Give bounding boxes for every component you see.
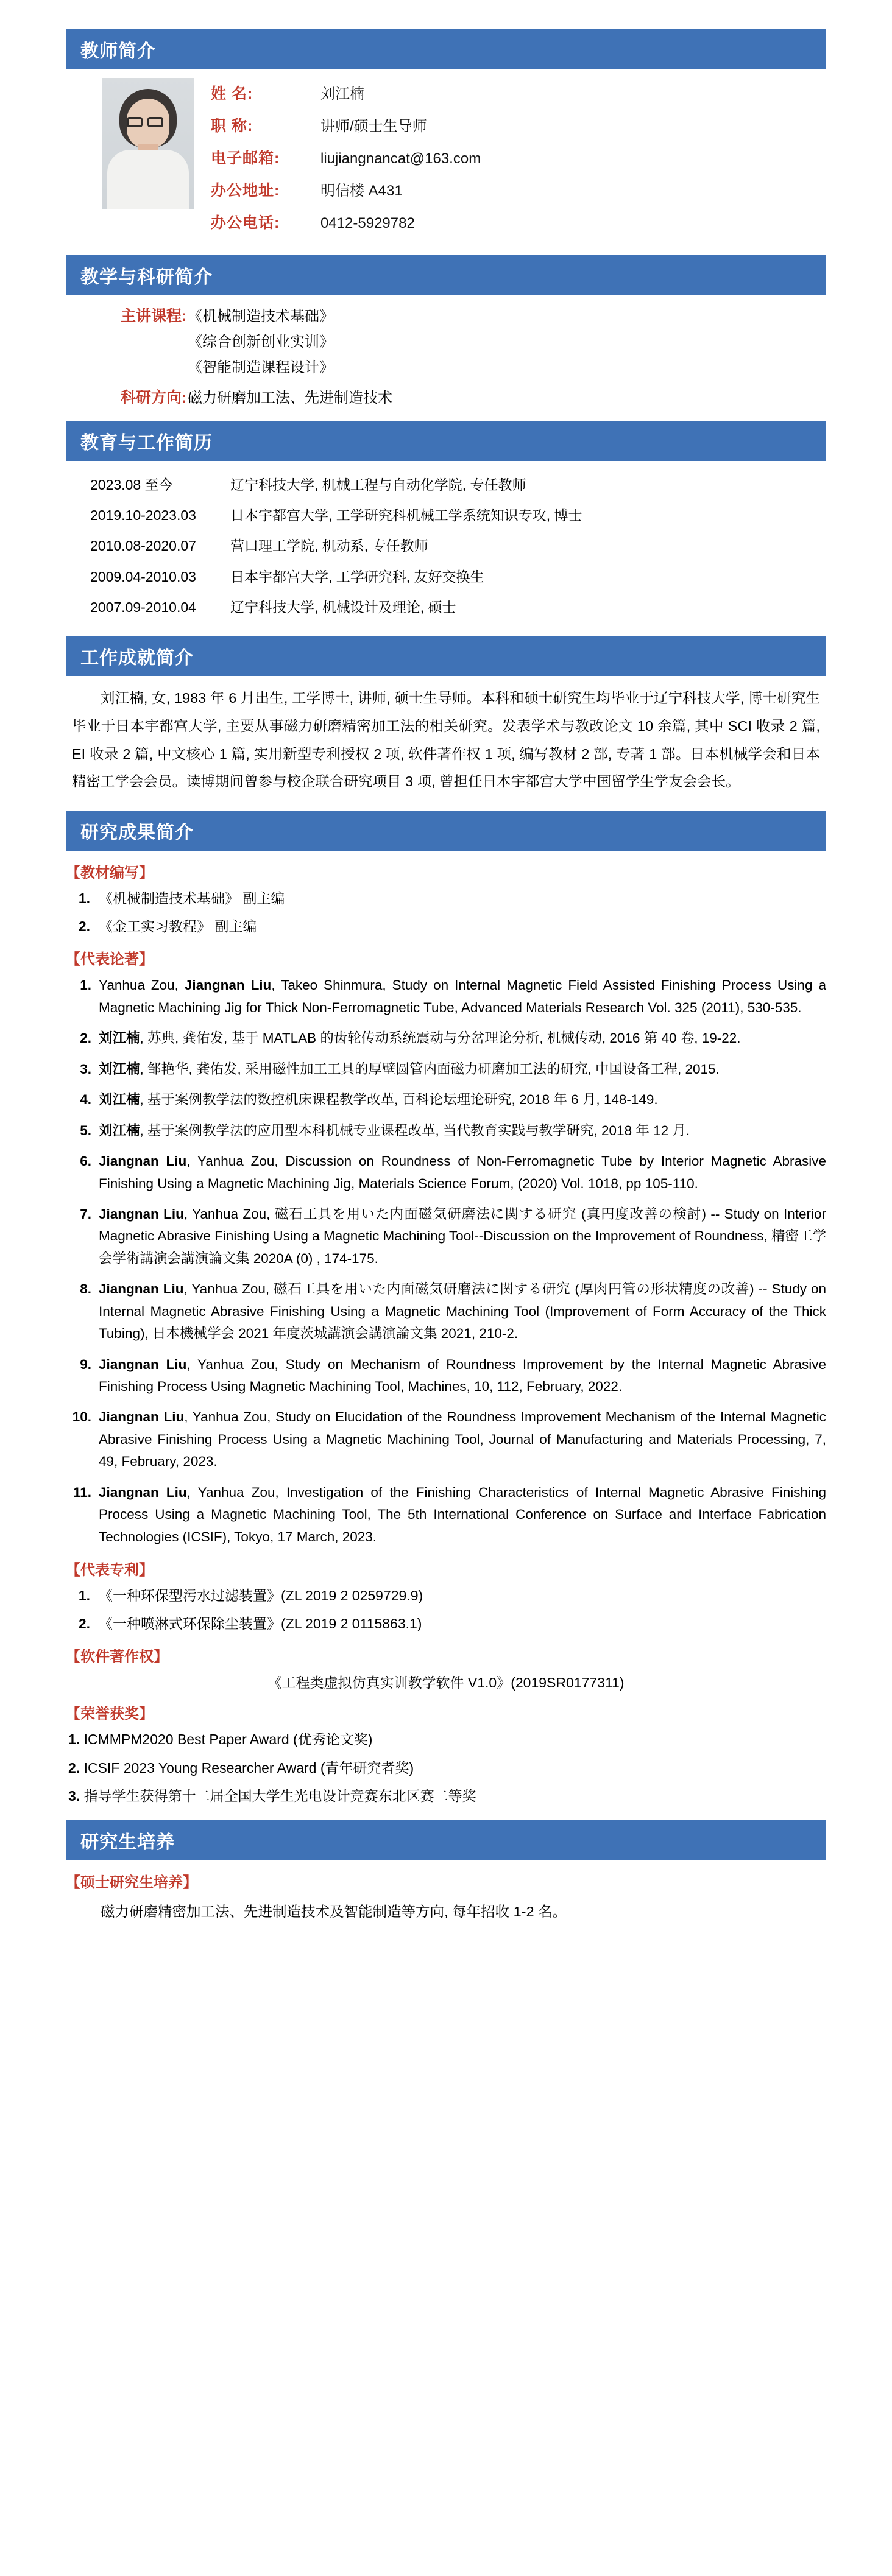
paper-number: 8. bbox=[80, 1281, 91, 1297]
honor-number: 3. bbox=[68, 1788, 80, 1804]
paper-item bbox=[66, 1120, 826, 1142]
paper-text: Jiangnan Liu, Yanhua Zou, Study on Elucidation of the Roundness Improvement Mechanism of the Internal Magnetic Abrasive Finishing Process Using a Magnetic Machining Tool, Journal of Manufacturing and Materials Processing, 7, 49, February, 2023. bbox=[99, 1409, 826, 1469]
education-text: 日本宇都宫大学, 工学研究科, 友好交换生 bbox=[230, 568, 484, 585]
patent-number: 1. bbox=[78, 1588, 90, 1604]
graduate-training-text: 磁力研磨精密加工法、先进制造技术及智能制造等方向, 每年招收 1-2 名。 bbox=[101, 1903, 567, 1920]
photo-glasses-left bbox=[127, 117, 143, 127]
paper-text: Jiangnan Liu, Yanhua Zou, Discussion on Roundness of Non-Ferromagnetic Tube by Interior Magnetic Abrasive Finishing Using a Magnetic Machining Jig, Materials Science Forum, (2020) Vol. 1018, pp 105-110. bbox=[99, 1153, 826, 1191]
profile-row-office bbox=[211, 178, 826, 200]
patent-text: 《一种喷淋式环保除尘装置》(ZL 2019 2 0115863.1) bbox=[99, 1615, 422, 1631]
research-direction-value: 磁力研磨加工法、先进制造技术 bbox=[188, 390, 392, 406]
textbook-list bbox=[66, 888, 826, 937]
education-row bbox=[66, 470, 826, 500]
profile-value-office: 明信楼 A431 bbox=[320, 183, 403, 199]
paper-text: Yanhua Zou, Jiangnan Liu, Takeo Shinmura, Study on Internal Magnetic Field Assisted Finishing Process Using a Magnetic Machining Jig for Thick Non-Ferromagnetic Tube, Advanced Materials Research Vol. 325 (2011), 530-535. bbox=[99, 977, 826, 1015]
profile-value-title: 讲师/硕士生导师 bbox=[320, 118, 427, 135]
section-header-profile: 教师简介 bbox=[66, 29, 826, 69]
paper-text: 刘江楠, 邹艳华, 龚佑发, 采用磁性加工工具的厚壁圆管内面磁力研磨加工法的研究, 中国设备工程, 2015. bbox=[99, 1061, 720, 1077]
education-row bbox=[66, 561, 826, 592]
paper-text: Jiangnan Liu, Yanhua Zou, Investigation of the Finishing Characteristics of Internal Magnetic Abrasive Finishing Process Using a Magnetic Machining Tool, The 5th International Conference on Surface and Interface Fabrication Technologies (ICSIF), Tokyo, 17 March, 2023. bbox=[99, 1484, 826, 1544]
profile-block bbox=[66, 78, 826, 243]
section-header-results: 研究成果简介 bbox=[66, 811, 826, 851]
profile-row-name bbox=[211, 82, 826, 104]
education-row bbox=[66, 592, 826, 622]
honor-item bbox=[68, 1758, 826, 1779]
education-date: 2009.04-2010.03 bbox=[90, 568, 196, 585]
textbook-item bbox=[66, 888, 826, 910]
subhead-honors: 【荣誉获奖】 bbox=[66, 1706, 154, 1723]
honor-text: ICSIF 2023 Young Researcher Award (青年研究者奖) bbox=[83, 1759, 414, 1776]
honor-text: 指导学生获得第十二届全国大学生光电设计竞赛东北区赛二等奖 bbox=[83, 1788, 476, 1804]
profile-value-email: liujiangnancat@163.com bbox=[320, 150, 481, 167]
subhead-papers: 【代表论著】 bbox=[66, 951, 154, 968]
paper-item bbox=[66, 974, 826, 1019]
paper-number: 9. bbox=[80, 1356, 91, 1372]
research-direction-label: 科研方向: bbox=[121, 389, 187, 406]
patent-item bbox=[66, 1613, 826, 1635]
achievement-paragraph: 刘江楠, 女, 1983 年 6 月出生, 工学博士, 讲师, 硕士生导师。本科和硕士研究生均毕业于辽宁科技大学, 博士研究生毕业于日本宇都宫大学, 主要从事磁力研磨精密加工法的相关研究。发表学术与教改论文 10 余篇, 其中 SCI 收录 2 篇, EI 收录 2 篇, 中文核心 1 篇, 实用新型专利授权 2 项, 软件著作权 1 项, 编写教材 2 部, 专著 1 部。日本机械学会和日本精密工学会会员。读博期间曾参与校企联合研究项目 3 项, 曾担任日本宇都宫大学中国留学生学友会会长。 bbox=[72, 689, 820, 790]
paper-number: 1. bbox=[80, 977, 91, 993]
paper-number: 10. bbox=[72, 1409, 91, 1425]
courses-list bbox=[188, 304, 334, 381]
education-date: 2019.10-2023.03 bbox=[90, 507, 196, 524]
paper-item bbox=[66, 1089, 826, 1111]
paper-number: 5. bbox=[80, 1122, 91, 1138]
paper-text: 刘江楠, 基于案例教学法的数控机床课程教学改革, 百科论坛理论研究, 2018 年 6 月, 148-149. bbox=[99, 1092, 658, 1108]
paper-item bbox=[66, 1482, 826, 1548]
profile-value-name: 刘江楠 bbox=[320, 86, 364, 102]
textbook-text: 《金工实习教程》 副主编 bbox=[99, 918, 257, 934]
subhead-software: 【软件著作权】 bbox=[66, 1649, 168, 1666]
honor-number: 2. bbox=[68, 1759, 80, 1776]
paper-text: 刘江楠, 基于案例教学法的应用型本科机械专业课程改革, 当代教育实践与教学研究, 2018 年 12 月. bbox=[99, 1122, 690, 1138]
paper-number: 2. bbox=[80, 1030, 91, 1046]
teaching-courses-block bbox=[66, 304, 826, 381]
paper-text: Jiangnan Liu, Yanhua Zou, 磁石工具を用いた内面磁気研磨法に関する研究 (厚肉円管の形状精度の改善) -- Study on Internal Magnetic Abrasive Finishing Using a Magnetic Machining Tool (Improvement of Form Accuracy of the Thick Tubing), 日本機械学会 2021 年度茨城講演会講演論文集 2021, 210-2. bbox=[99, 1281, 826, 1342]
paper-number: 7. bbox=[80, 1206, 91, 1222]
photo-glasses-right bbox=[147, 117, 163, 127]
honor-list bbox=[66, 1729, 826, 1807]
subhead-textbooks: 【教材编写】 bbox=[66, 865, 154, 882]
software-copyright-text: 《工程类虚拟仿真实训教学软件 V1.0》(2019SR0177311) bbox=[267, 1675, 625, 1691]
paper-list bbox=[66, 974, 826, 1548]
education-list bbox=[66, 470, 826, 622]
textbook-item bbox=[66, 916, 826, 938]
paper-item bbox=[66, 1278, 826, 1345]
profile-row-phone bbox=[211, 211, 826, 233]
honor-number: 1. bbox=[68, 1731, 80, 1748]
education-row bbox=[66, 500, 826, 530]
paper-item bbox=[66, 1058, 826, 1080]
subhead-patents: 【代表专利】 bbox=[66, 1562, 154, 1579]
education-date: 2010.08-2020.07 bbox=[90, 538, 196, 554]
profile-info bbox=[211, 78, 826, 243]
profile-label-email: 电子邮箱: bbox=[211, 150, 280, 167]
patent-text: 《一种环保型污水过滤装置》(ZL 2019 2 0259729.9) bbox=[99, 1588, 423, 1604]
patent-number: 2. bbox=[78, 1615, 90, 1631]
course-item: 《智能制造课程设计》 bbox=[188, 359, 334, 376]
paper-text: 刘江楠, 苏典, 龚佑发, 基于 MATLAB 的齿轮传动系统震动与分岔理论分析, 机械传动, 2016 第 40 卷, 19-22. bbox=[99, 1030, 741, 1046]
profile-label-office: 办公地址: bbox=[211, 182, 280, 199]
education-row bbox=[66, 530, 826, 561]
education-text: 辽宁科技大学, 机械工程与自动化学院, 专任教师 bbox=[230, 477, 526, 493]
patent-list bbox=[66, 1585, 826, 1635]
section-header-education: 教育与工作简历 bbox=[66, 421, 826, 461]
section-header-teaching: 教学与科研简介 bbox=[66, 255, 826, 295]
paper-text: Jiangnan Liu, Yanhua Zou, Study on Mechanism of Roundness Improvement by the Internal Magnetic Abrasive Finishing Process Using Magnetic Machining Tool, Machines, 10, 112, February, 2022. bbox=[99, 1356, 826, 1395]
profile-label-name: 姓 名: bbox=[211, 85, 253, 102]
paper-item bbox=[66, 1406, 826, 1473]
research-direction-block bbox=[66, 385, 826, 407]
paper-item bbox=[66, 1150, 826, 1195]
textbook-number: 1. bbox=[78, 890, 90, 907]
education-text: 辽宁科技大学, 机械设计及理论, 硕士 bbox=[230, 599, 456, 615]
honor-text: ICMMPM2020 Best Paper Award (优秀论文奖) bbox=[83, 1731, 373, 1748]
paper-text: Jiangnan Liu, Yanhua Zou, 磁石工具を用いた内面磁気研磨法に関する研究 (真円度改善の検討) -- Study on Interior Magnetic Abrasive Finishing Using a Magnetic Machining Tool--Discussion on the Improvement of Roundness, 精密工学会学術講演会講演論文集 2020A (0) , 174-175. bbox=[99, 1206, 826, 1266]
course-item: 《机械制造技术基础》 bbox=[188, 308, 334, 325]
profile-row-title bbox=[211, 114, 826, 136]
education-date: 2007.09-2010.04 bbox=[90, 599, 196, 615]
profile-value-phone: 0412-5929782 bbox=[320, 215, 415, 231]
courses-label: 主讲课程: bbox=[121, 308, 187, 325]
course-item: 《综合创新创业实训》 bbox=[188, 334, 334, 350]
education-text: 营口理工学院, 机动系, 专任教师 bbox=[230, 538, 428, 554]
patent-item bbox=[66, 1585, 826, 1607]
profile-label-title: 职 称: bbox=[211, 118, 253, 135]
paper-number: 6. bbox=[80, 1153, 91, 1169]
subhead-master-training: 【硕士研究生培养】 bbox=[66, 1874, 197, 1891]
paper-item bbox=[66, 1354, 826, 1398]
paper-item bbox=[66, 1027, 826, 1049]
honor-item bbox=[68, 1729, 826, 1750]
section-header-graduate: 研究生培养 bbox=[66, 1820, 826, 1860]
honor-item bbox=[68, 1786, 826, 1807]
paper-number: 4. bbox=[80, 1092, 91, 1108]
photo-body bbox=[107, 150, 189, 209]
paper-item bbox=[66, 1203, 826, 1270]
profile-row-email bbox=[211, 146, 826, 168]
education-text: 日本宇都宫大学, 工学研究科机械工学系统知识专攻, 博士 bbox=[230, 507, 582, 524]
section-header-achievement: 工作成就简介 bbox=[66, 636, 826, 676]
profile-label-phone: 办公电话: bbox=[211, 214, 280, 231]
teacher-photo bbox=[102, 78, 194, 209]
paper-number: 11. bbox=[73, 1484, 91, 1500]
paper-number: 3. bbox=[80, 1061, 91, 1077]
textbook-text: 《机械制造技术基础》 副主编 bbox=[99, 890, 285, 907]
education-date: 2023.08 至今 bbox=[90, 477, 173, 493]
textbook-number: 2. bbox=[78, 918, 90, 934]
